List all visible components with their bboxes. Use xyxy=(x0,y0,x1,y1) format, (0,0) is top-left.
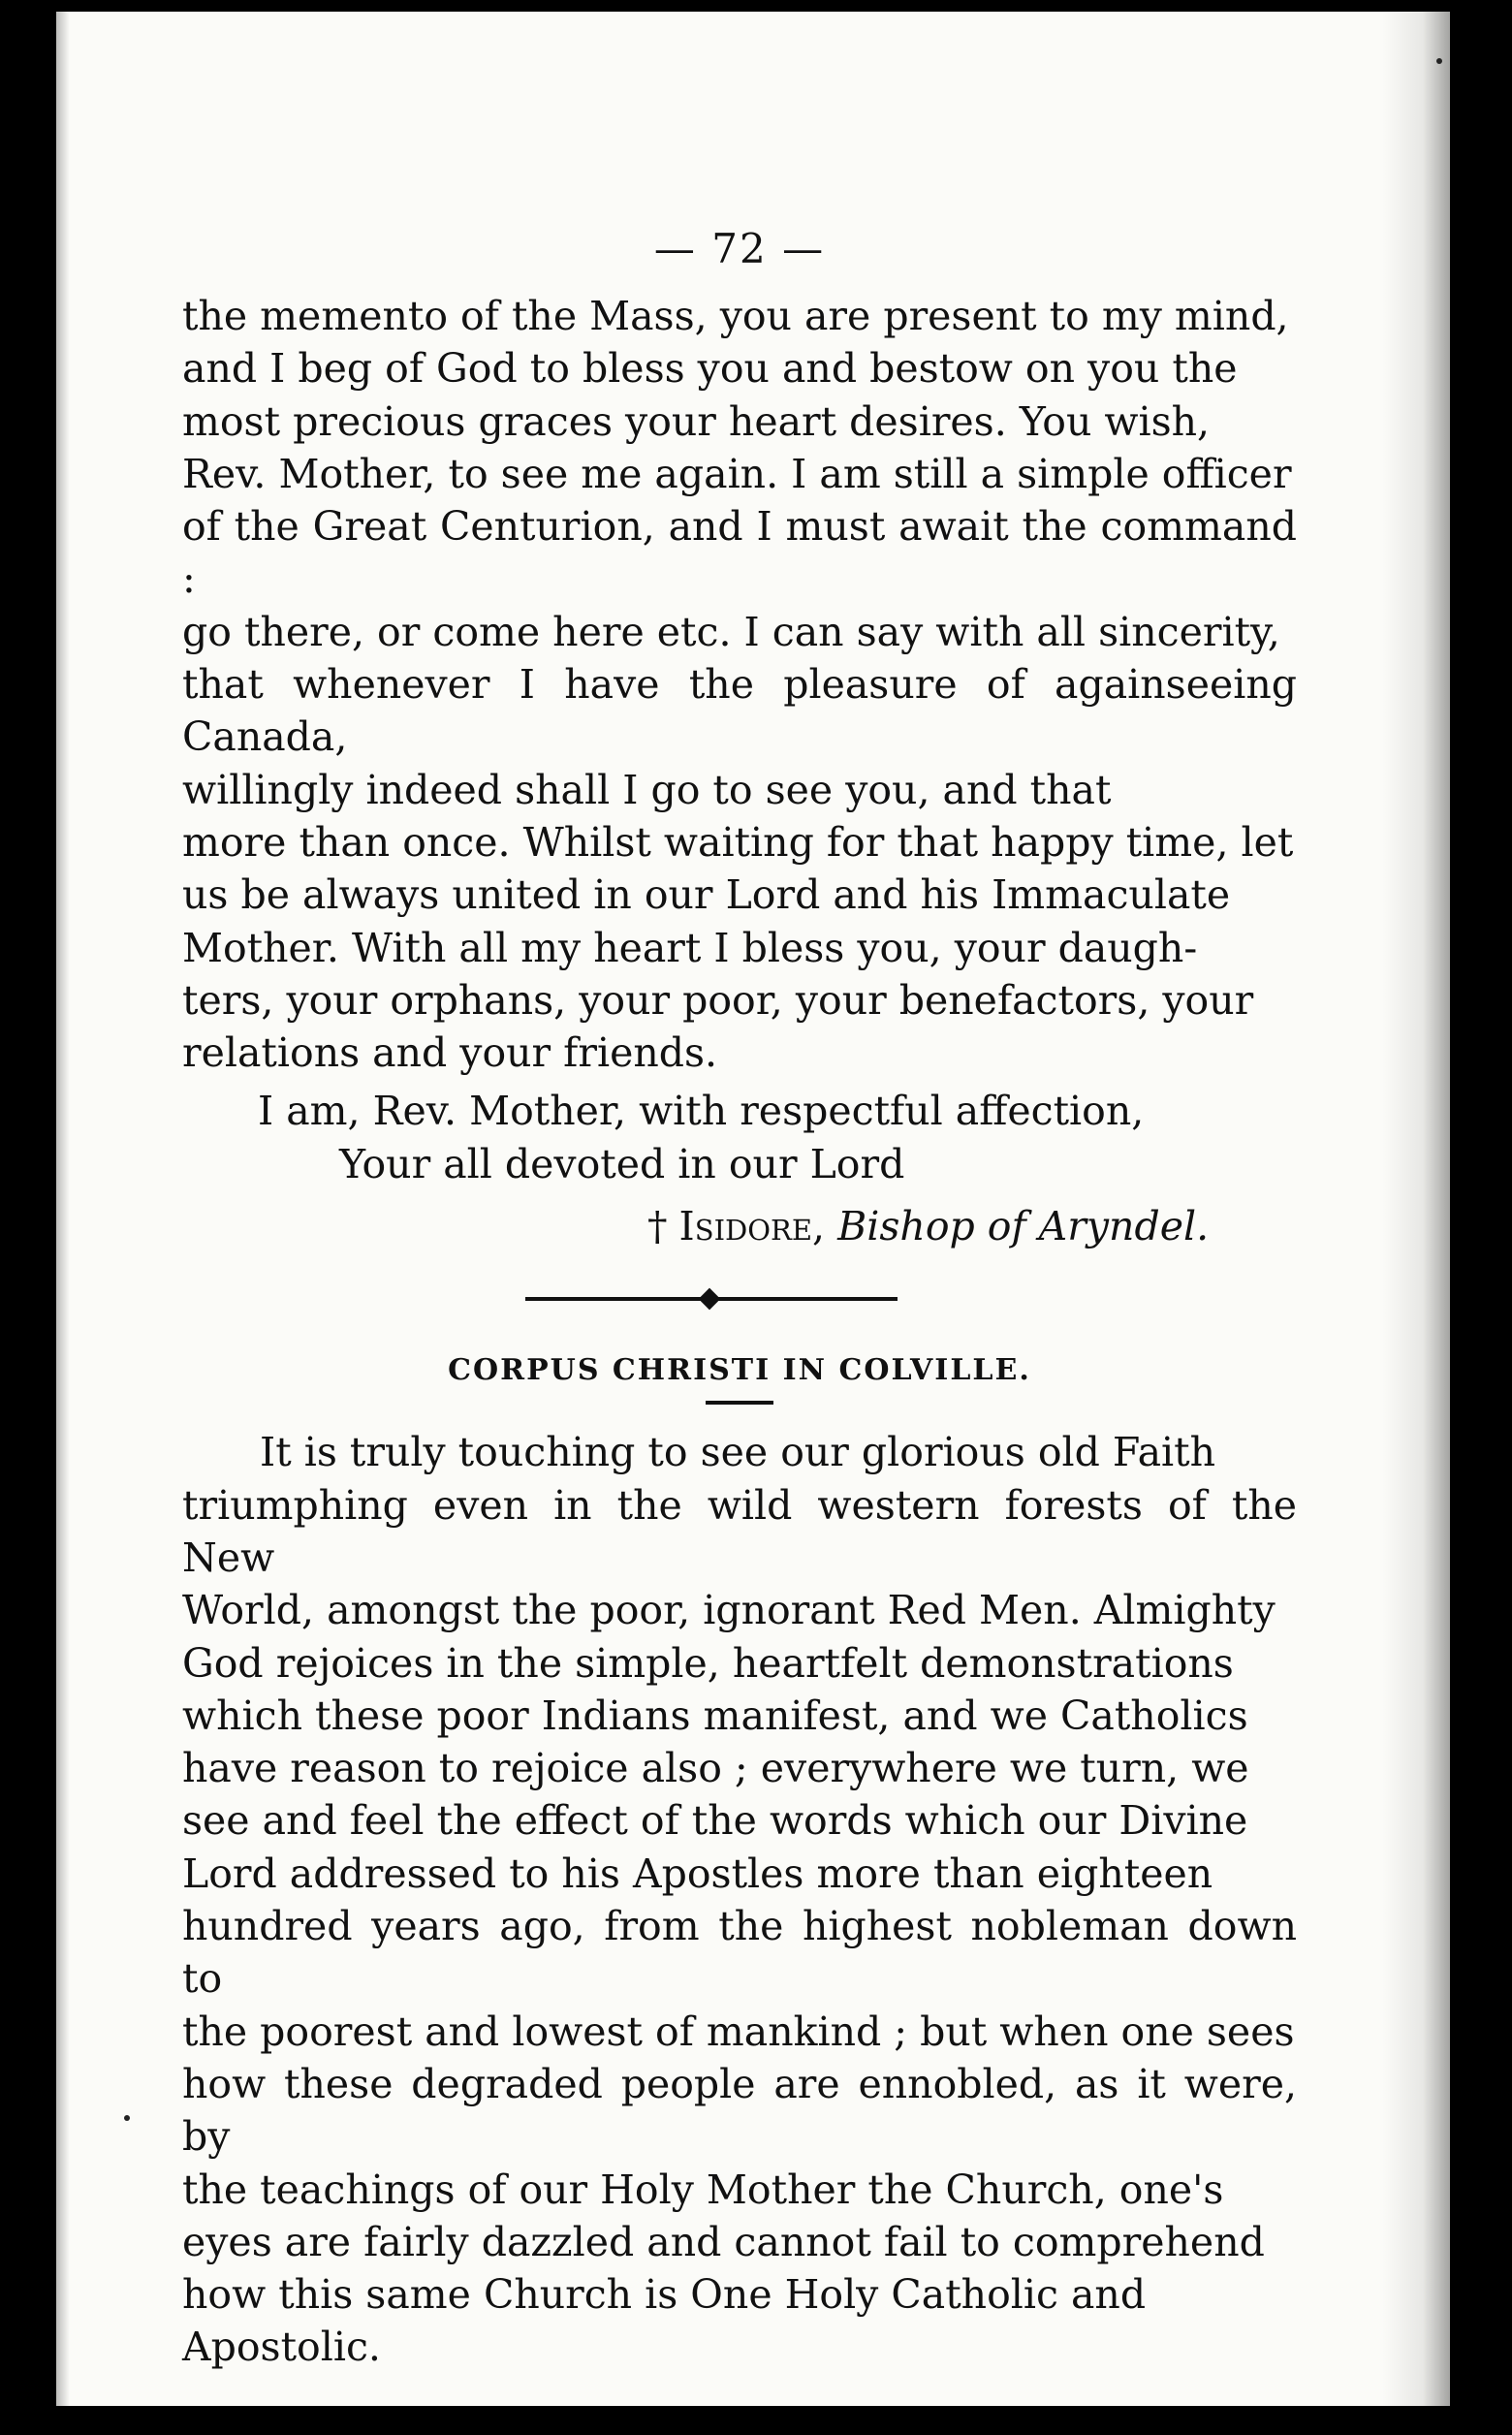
book-page xyxy=(56,12,1450,2406)
page-number: — 72 — xyxy=(653,225,826,272)
letter-closing-line-1: I am, Rev. Mother, with respectful affection, xyxy=(258,1088,1145,1135)
heading-underline xyxy=(706,1401,773,1405)
divider-ornament xyxy=(699,1288,721,1311)
signature-title: Bishop of Aryndel. xyxy=(837,1203,1210,1250)
page-text-block xyxy=(182,225,1297,2374)
page-gutter-shadow xyxy=(56,12,70,2406)
cross-icon: † xyxy=(647,1203,668,1250)
section-divider xyxy=(182,1285,1297,1311)
scan-speck xyxy=(124,2115,130,2121)
section-heading: CORPUS CHRISTI IN COLVILLE. xyxy=(448,1353,1031,1388)
letter-closing-line-2: Your all devoted in our Lord xyxy=(339,1140,905,1187)
section-paragraph: It is truly touching to see our glorious old Faith triumphing even in the wild western forests of the New World, amongst the poor, ignorant Red Men. Almighty God rejoices in the simple, heartfelt demonstrations which these poor Indians manifest, and we Catholics have reason to rejoice also ; everywhere we turn, we see and feel the effect of the words which our Divine Lord addressed to his Apostles more than eighteen hundred years ago, from the highest nobleman down to the poorest and lowest of mankind ; but when one sees how these degraded people are ennobled, as it were, by the teachings of our Holy Mother the Church, one's eyes are fairly dazzled and cannot fail to comprehend how this same Church is One Holy Catholic and Apostolic. xyxy=(182,1429,1297,2371)
page-edge-shadow xyxy=(1382,12,1450,2406)
scan-speck xyxy=(1436,58,1442,64)
letter-paragraph: the memento of the Mass, you are present to my mind, and I beg of God to bless you and bestow on you the most precious graces your heart desires. You wish, Rev. Mother, to see me again. I am still a simple officer of the Great Centurion, and I must await the command : go there, or come here etc. I can say with all sincerity, that whenever I have the pleasure of againseeing Canada, willingly indeed shall I go to see you, and that more than once. Whilst waiting for that happy time, let us be always united in our Lord and his Immaculate Mother. With all my heart I bless you, your daugh- ters, your orphans, your poor, your benefactors, your relations and your friends. xyxy=(182,293,1297,1077)
letter-signature xyxy=(647,1200,1297,1252)
signature-name: Isidore, xyxy=(678,1203,826,1250)
